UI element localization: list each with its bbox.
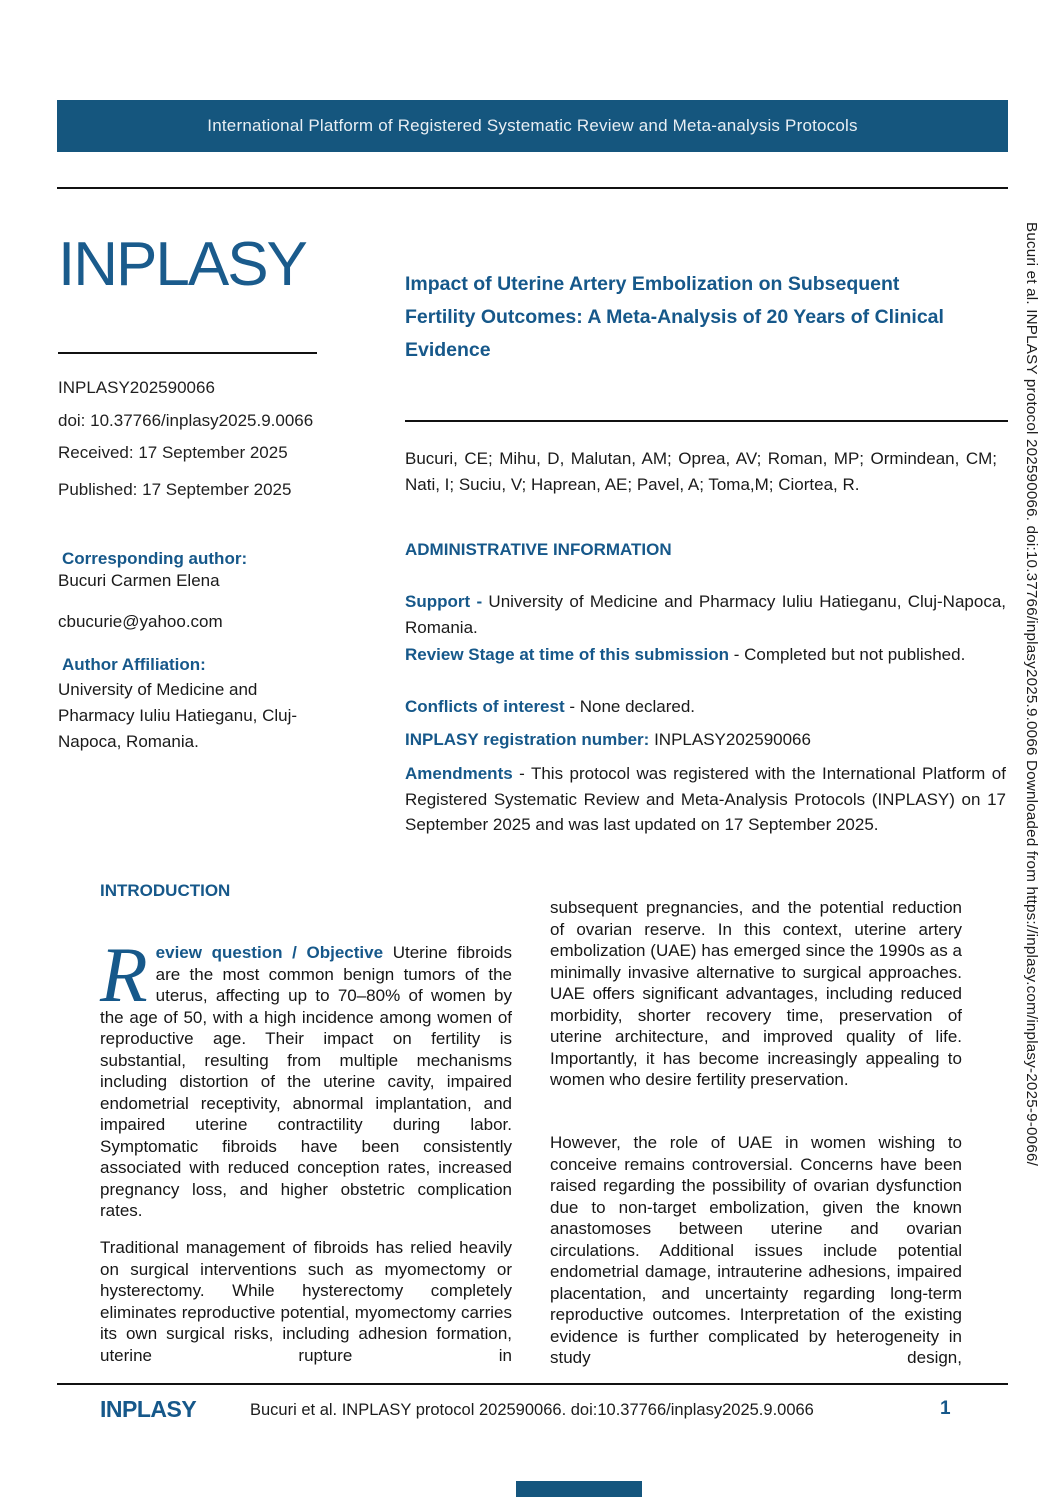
- review-stage-paragraph: [405, 642, 1006, 668]
- review-stage-label: Review Stage at time of this submission: [405, 645, 730, 664]
- intro-paragraph-2: Traditional management of fibroids has relied heavily on surgical interventions such as myomectomy or hysterectomy. While hysterectomy completely eliminates reproductive potential, myomectomy carries its own surgical risks, including adhesion formation, uterine rupture in: [100, 1238, 512, 1365]
- corresponding-author-email: cbucurie@yahoo.com: [58, 612, 223, 631]
- registration-label: INPLASY registration number:: [405, 730, 650, 749]
- authors-list: Bucuri, CE; Mihu, D, Malutan, AM; Oprea, AV; Roman, MP; Ormindean, CM; Nati, I; Suciu, V; Haprean, AE; Pavel, A; Toma,M; Ciortea, R.: [405, 449, 997, 494]
- corresponding-author-name: Bucuri Carmen Elena: [58, 571, 220, 590]
- support-text: University of Medicine and Pharmacy Iuliu Hatieganu, Cluj-Napoca, Romania.: [405, 592, 1006, 637]
- review-stage-text: - Completed but not published.: [729, 645, 966, 664]
- footer-logo: INPLASY: [100, 1396, 197, 1422]
- intro-paragraph-1-text: Uterine fibroids are the most common benign tumors of the uterus, affecting up to 70–80% of women by the age of 50, with a high incidence among women of reproductive age. Their impact on fertility is substantial, resulting from multiple mechanisms including distortion of the uterine cavity, impaired endometrial receptivity, abnormal implantation, and impaired uterine contractility during labor. Symptomatic fibroids have been consistently associated with reduced conception rates, increased pregnancy loss, and higher obstetric complication rates.: [100, 943, 512, 1220]
- affiliation-text: University of Medicine and Pharmacy Iuliu Hatieganu, Cluj-Napoca, Romania.: [58, 680, 298, 751]
- dropcap-r: R: [100, 931, 148, 1018]
- intro-paragraph-1: [100, 931, 512, 1222]
- received-date: Received: 17 September 2025: [58, 443, 288, 462]
- affiliation-label: Author Affiliation:: [62, 655, 206, 674]
- article-title: Impact of Uterine Artery Embolization on Subsequent Fertility Outcomes: A Meta-Analysis of 20 Years of Clinical Evidence: [405, 273, 944, 361]
- next-page-banner-sliver: [516, 1481, 642, 1497]
- intro-paragraph-3: subsequent pregnancies, and the potential reduction of ovarian reserve. In this context, uterine artery embolization (UAE) has emerged since the 1990s as a minimally invasive alternative to surgical approaches. UAE offers significant advantages, including reduced morbidity, shorter recovery time, preservation of uterine architecture, and improved quality of life. Importantly, it has become increasingly appealing to women who desire fertility preservation.: [550, 898, 962, 1089]
- support-label: Support -: [405, 592, 483, 611]
- registration-paragraph: [405, 727, 1006, 753]
- support-paragraph: [405, 589, 1006, 640]
- amendments-label: Amendments: [405, 764, 513, 783]
- header-banner-text: International Platform of Registered Systematic Review and Meta-analysis Protocols: [207, 116, 858, 135]
- conflicts-text: - None declared.: [564, 697, 696, 716]
- amendments-paragraph: [405, 761, 1006, 838]
- corresponding-author-label: Corresponding author:: [62, 549, 248, 568]
- registration-text: INPLASY202590066: [649, 730, 811, 749]
- footer-citation: Bucuri et al. INPLASY protocol 202590066. doi:10.37766/inplasy2025.9.0066: [250, 1401, 814, 1419]
- review-question-label: eview question / Objective: [155, 943, 384, 962]
- header-banner: [57, 100, 1008, 152]
- doi-line: doi: 10.37766/inplasy2025.9.0066: [58, 411, 314, 430]
- inplasy-logo: INPLASY: [58, 230, 306, 299]
- footer-divider: [57, 1383, 1008, 1385]
- conflicts-paragraph: [405, 694, 1006, 720]
- admin-info-heading: ADMINISTRATIVE INFORMATION: [405, 540, 672, 559]
- title-divider: [405, 420, 1008, 422]
- vertical-citation-sidebar: Bucuri et al. INPLASY protocol 202590066. doi:10.37766/inplasy2025.9.0066 Downloaded from https://inplasy.com/inplasy-2025-9-0066/: [1023, 222, 1040, 1167]
- published-date: Published: 17 September 2025: [58, 480, 292, 499]
- logo-divider: [58, 352, 317, 354]
- top-divider: [57, 187, 1008, 189]
- introduction-heading: INTRODUCTION: [100, 881, 231, 900]
- amendments-text: - This protocol was registered with the International Platform of Registered Systematic Review and Meta-Analysis Protocols (INPLASY) on 17 September 2025 and was last updated on 17 September 2025.: [405, 764, 1006, 834]
- registration-id: INPLASY202590066: [58, 378, 215, 397]
- intro-paragraph-4: However, the role of UAE in women wishing to conceive remains controversial. Concerns have been raised regarding the possibility of ovarian dysfunction due to non-target embolization, given the known anastomoses between uterine and ovarian circulations. Additional issues include potential endometrial damage, intrauterine adhesions, impaired placentation, and uncertainty regarding long-term reproductive outcomes. Interpretation of the existing evidence is further complicated by heterogeneity in study design,: [550, 1133, 962, 1367]
- footer-page-number: 1: [940, 1398, 951, 1419]
- conflicts-label: Conflicts of interest: [405, 697, 565, 716]
